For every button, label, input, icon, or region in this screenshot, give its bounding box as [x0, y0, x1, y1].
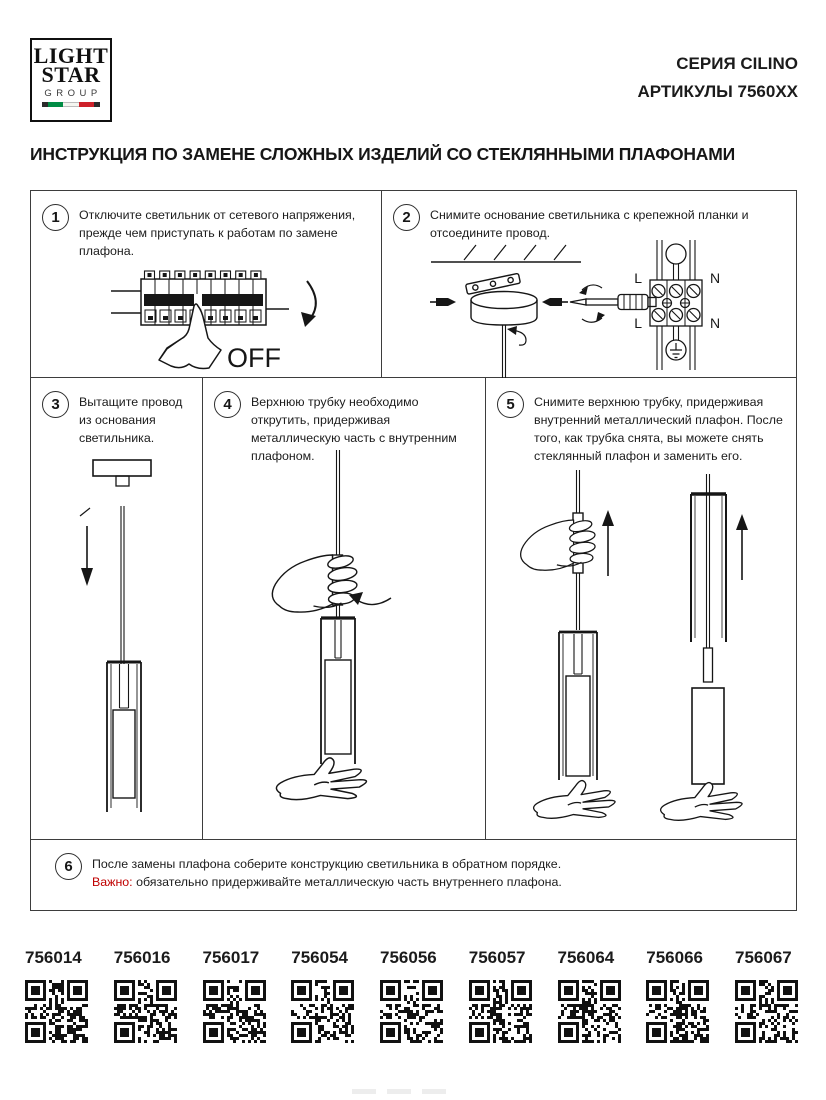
inner-plafond — [566, 676, 590, 776]
remove-tube-illustration — [486, 434, 798, 834]
page-bottom-artifact — [352, 1089, 446, 1094]
gripping-hand — [272, 554, 358, 613]
logo-text-star: STAR — [41, 61, 101, 87]
pendant-wire — [337, 450, 340, 555]
pendant-wire — [577, 470, 580, 513]
terminal-label-n-bottom: N — [710, 315, 721, 331]
terminal-label-l-bottom: L — [634, 315, 642, 331]
articles-row — [25, 948, 799, 1043]
step-1-cell — [31, 191, 382, 377]
step-6-important-line — [92, 874, 562, 892]
logo-text-light: LIGHT — [33, 43, 109, 68]
article-number: 756066 — [646, 948, 703, 967]
table-row-3 — [31, 840, 796, 910]
logo-text-group: GROUP — [44, 87, 102, 99]
article-item — [380, 948, 444, 1043]
step-4-number: 4 — [214, 391, 241, 418]
qr-code — [558, 980, 621, 1043]
article-item — [646, 948, 710, 1043]
fixing-screws — [430, 298, 568, 306]
unscrew-tube-illustration — [203, 434, 486, 824]
header-series-block — [637, 50, 798, 105]
article-item — [25, 948, 89, 1043]
article-number: 756067 — [735, 948, 792, 967]
pendant-wire — [707, 474, 710, 648]
step-6-text: После замены плафона соберите конструкцию светильника в обратном порядке. — [92, 857, 562, 871]
important-label: Важно: — [92, 874, 133, 889]
step-5-text: Снимите верхнюю трубку, придерживая внутренний металлический плафон. После того, как трубка снята, вы можете снять стеклянный плафон и заменить его. — [534, 395, 783, 463]
circuit-breaker-off-illustration — [101, 253, 336, 375]
qr-code — [469, 980, 532, 1043]
qr-code — [291, 980, 354, 1043]
article-item — [114, 948, 178, 1043]
step-6-cell — [31, 840, 796, 910]
step-4-text: Верхнюю трубку необходимо открутить, придерживая металлическую часть с внутренним плафоном. — [251, 395, 457, 463]
step-3-text: Вытащите провод из основания светильника. — [79, 395, 183, 445]
step-2-text: Снимите основание светильника с крепежной планки и отсоедините провод. — [430, 208, 749, 240]
gripping-hand — [521, 519, 596, 571]
important-text: обязательно придерживайте металлическую часть внутреннего плафона. — [132, 874, 562, 889]
holding-hand — [534, 781, 615, 819]
step-6-number: 6 — [55, 853, 82, 880]
article-number: 756064 — [557, 948, 615, 967]
step-5-number: 5 — [497, 391, 524, 418]
qr-code — [114, 980, 177, 1043]
screwdriver — [570, 295, 656, 310]
articles-heading: АРТИКУЛЫ 7560XX — [637, 81, 798, 101]
article-number: 756057 — [468, 948, 526, 967]
article-number: 756016 — [113, 948, 171, 967]
step-3-number: 3 — [42, 391, 69, 418]
step-1-number: 1 — [42, 204, 69, 231]
down-rotation-arrow — [307, 281, 316, 319]
step-4-cell — [203, 378, 486, 839]
qr-code — [380, 980, 443, 1043]
article-number: 756056 — [380, 948, 437, 967]
step-2-number: 2 — [393, 204, 420, 231]
removed-glass-tube — [691, 494, 726, 642]
lightstar-logo — [30, 38, 112, 122]
canopy-base — [471, 292, 537, 309]
terminal-label-l-top: L — [634, 270, 642, 286]
step-3-cell — [31, 378, 203, 839]
page-title: ИНСТРУКЦИЯ ПО ЗАМЕНЕ СЛОЖНЫХ ИЗДЕЛИЙ СО СТЕКЛЯННЫМИ ПЛАФОНАМИ — [30, 144, 736, 164]
article-item — [203, 948, 267, 1043]
table-row-1 — [31, 191, 796, 378]
ceiling-base — [93, 460, 151, 476]
italy-flag-stripe — [42, 102, 100, 107]
holding-hand — [661, 783, 742, 821]
terminal-block-diagram — [650, 240, 702, 370]
article-item — [469, 948, 533, 1043]
holding-hand — [276, 758, 366, 800]
table-row-2 — [31, 378, 796, 840]
series-name: СЕРИЯ CILINO — [676, 54, 798, 73]
qr-code — [203, 980, 266, 1043]
article-number: 756014 — [25, 948, 82, 967]
qr-code — [646, 980, 709, 1043]
step-2-cell — [382, 191, 796, 377]
pull-wire-illustration — [31, 434, 203, 834]
canopy-removal-illustration — [386, 238, 791, 378]
inner-plafond — [113, 710, 135, 798]
qr-code — [25, 980, 88, 1043]
inner-plafond — [325, 660, 351, 754]
rotate-arrow — [357, 598, 391, 605]
article-number: 756017 — [202, 948, 260, 967]
article-number: 756054 — [291, 948, 348, 967]
pendant-wire — [503, 325, 506, 378]
steps-table — [30, 190, 797, 911]
off-label: OFF — [227, 343, 281, 373]
step-1-text: Отключите светильник от сетевого напряжения, прежде чем приступать к работам по замене плафона. — [79, 208, 356, 258]
step-5-cell — [486, 378, 796, 839]
metal-plafond — [692, 688, 724, 784]
article-item — [735, 948, 799, 1043]
qr-code — [735, 980, 798, 1043]
article-item — [558, 948, 622, 1043]
article-item — [291, 948, 355, 1043]
terminal-label-n-top: N — [710, 270, 721, 286]
pendant-wire — [121, 506, 124, 664]
